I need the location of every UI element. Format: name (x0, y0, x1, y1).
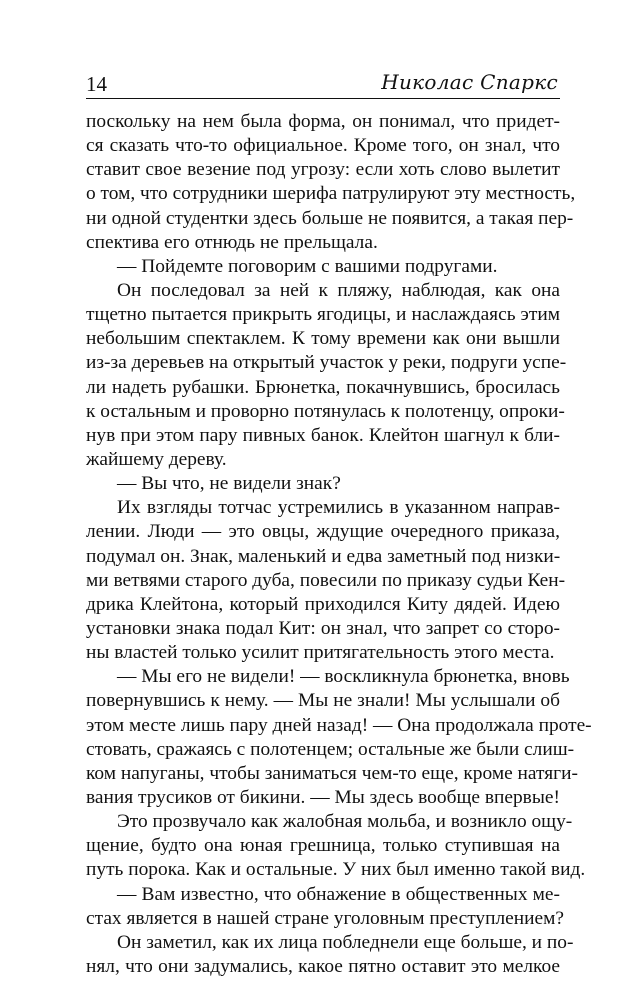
text-line: стовать, сражаясь с полотенцем; остальные же были слиш- (86, 738, 575, 760)
text-line: ком напуганы, чтобы заниматься чем-то еще, кроме натяги- (86, 762, 578, 784)
page-header (86, 72, 560, 98)
text-line: установки знака подал Кит: он знал, что запрет со сторо- (86, 617, 560, 639)
page-number: 14 (86, 72, 107, 96)
running-head-author: Николас Спаркс (381, 70, 558, 94)
text-line: дрика Клейтона, который приходился Киту дядей. Идею (86, 593, 560, 615)
text-line: небольшим спектаклем. К тому времени как они вышли (86, 328, 560, 350)
text-line: поскольку на нем была форма, он понимал, что придет- (86, 111, 560, 132)
text-line: о том, что сотрудники шерифа патрулируют эту местность, (86, 183, 576, 205)
text-line: вания трусиков от бикини. — Мы здесь вообще впервые! (86, 786, 560, 808)
text-line: — Вам известно, что обнажение в общественных ме- (117, 883, 560, 905)
text-line: ставит свое везение под угрозу: если хоть слово вылетит (86, 159, 560, 181)
text-line: ми ветвями старого дуба, повесили по приказу судьи Кен- (86, 569, 566, 591)
text-line: нял, что они задумались, какое пятно оставит это мелкое (86, 955, 560, 977)
text-line: ся сказать что-то официальное. Кроме того, он знал, что (86, 135, 560, 157)
text-line: к остальным и проворно потянулась к полотенцу, опроки- (86, 400, 565, 422)
text-line: — Мы его не видели! — воскликнула брюнетка, вновь (117, 666, 570, 688)
text-line: — Вы что, не видели знак? (117, 473, 341, 495)
text-line: ны властей только усилит притягательность этого места. (86, 642, 555, 664)
text-line: из-за деревьев на открытый участок у реки, подруги успе- (86, 352, 567, 374)
text-line: этом месте лишь пару дней назад! — Она продолжала проте- (86, 714, 592, 736)
text-line: ни одной студентки здесь больше не появится, а такая пер- (86, 207, 574, 229)
text-line: повернувшись к нему. — Мы не знали! Мы услышали об (86, 690, 560, 712)
text-line: Их взгляды тотчас устремились в указанном направ- (117, 497, 560, 519)
text-line: лении. Люди — это овцы, ждущие очередного приказа, (86, 521, 560, 543)
text-line: ли надеть рубашки. Брюнетка, покачнувшись, бросилась (86, 376, 560, 398)
text-line: Он последовал за ней к пляжу, наблюдая, как она (117, 279, 560, 301)
text-line: спектива его отнюдь не прельщала. (86, 231, 378, 253)
text-line: щение, будто она юная грешница, только ступившая на (86, 835, 560, 857)
text-line: Это прозвучало как жалобная мольба, и возникло ощу- (117, 811, 573, 833)
body-text (86, 110, 592, 979)
text-line: нув при этом пару пивных банок. Клейтон шагнул к бли- (86, 424, 560, 446)
header-rule (86, 98, 560, 99)
text-line: путь порока. Как и остальные. У них был именно такой вид. (86, 859, 586, 881)
text-line: подумал он. Знак, маленький и едва заметный под низки- (86, 545, 561, 567)
text-line: стах является в нашей стране уголовным преступлением? (86, 907, 565, 929)
text-line: тщетно пытается прикрыть ягодицы, и наслаждаясь этим (86, 304, 560, 326)
text-line: жайшему дереву. (86, 448, 227, 470)
text-line: — Пойдемте поговорим с вашими подругами. (117, 255, 498, 277)
text-line: Он заметил, как их лица побледнели еще больше, и по- (117, 931, 574, 953)
